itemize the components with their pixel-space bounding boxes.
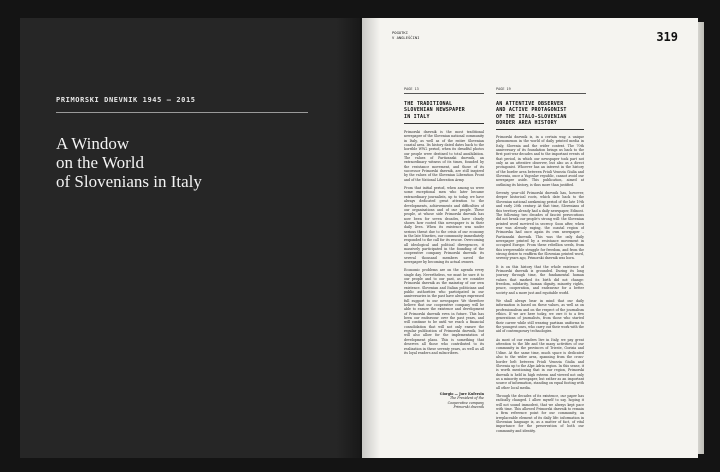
col2-ref-rule (496, 93, 586, 94)
title-line: A Window (56, 134, 130, 153)
col2-paragraph: Through the decades of its existence, our paper has radically changed. I allow myself to say, hoping it will not sound immodest, that we always kept pace with time. This allowed Primorski dnevnik to remain a firm reference point for our community, an irreplaceable element of its daily life: information in Slovenian language is, as a matter of fact, of vital importance for the preservation of both our community and identity. (496, 393, 584, 433)
spine-shadow (336, 18, 360, 458)
col2-heading-rule (496, 129, 584, 130)
col1-page-ref: PAGE 13 (404, 87, 419, 91)
title-line: on the World (56, 153, 145, 172)
col1-body (404, 130, 484, 388)
signature-block (434, 392, 484, 409)
right-page (362, 18, 698, 458)
col1-paragraph: From that initial period, when among us were some exceptional men who later became extraordinary journalists, up to today, we have always dedicated great attention to the developments, achievements and difficulties of our organisations and of our people. These people, at whose side Primorski dnevnik has now been for seven decades, have clearly shown how rooted this newspaper is in their daily lives. When its existence was under serious threat due to the crisis of our economy in the late Nineties, our community immediately responded to the call for its rescue. Overcoming all ideological and political divergences, it massively participated in the founding of the cooperative company Primorski dnevnik: its several thousand members saved the newspaper by becoming its actual owners. (404, 186, 484, 264)
series-label: PRIMORSKI DNEVNIK 1945 – 2015 (56, 96, 196, 104)
col2-heading-line: AN ATTENTIVE OBSERVER (496, 101, 564, 107)
col1-paragraph: Primorski dnevnik is the most traditional newspaper of the Slovenian national community in Italy, as well as of the entire Slovenian coastal area. Its history dated dates back to the horrible WW2 period, when its dreadful photos our people were destined to total annihilation. The values of Partizanski dnevnik, an extraordinary witness of its times, founded by the resistance movement, and those of its successor Primorski dnevnik, are still inspired by the values of the Slovenian Liberation Front and of the National Liberation Army. (404, 130, 484, 182)
signature-role: The President of the Cooperative company (447, 396, 484, 405)
page-number: 319 (656, 30, 678, 44)
col2-heading-line: BORDER AREA HISTORY (496, 120, 557, 127)
col2-heading (496, 101, 596, 127)
col1-heading-line: THE TRADITIONAL (404, 101, 453, 107)
col1-heading (404, 101, 484, 120)
running-header-line: V ANGLEŠČINI (392, 35, 420, 40)
col1-heading-line: IN ITALY (404, 113, 430, 120)
col1-heading-line: SLOVENIAN NEWSPAPER (404, 107, 465, 114)
title-line: of Slovenians in Italy (56, 172, 202, 191)
col2-heading-line: OF THE ITALO-SLOVENIAN (496, 113, 567, 120)
col1-paragraph: Economic problems are on the agenda every single day. Nevertheless, we must be sure it to our people and to our past, as we consider Primorski dnevnik as the mainstay of our own existence. Slovenian and Italian politicians and public authorities who participated in our anniversaries in the past have always expressed full support to our newspaper. We therefore believe that our cooperative company will be able to ensure the existence and development of Primorski dnevnik even in future. This has been our endeavour over the past years, and will continue to be until we reach a financial consolidation that will not only ensure the regular publication of Primorski dnevnik, but will also allow for the implementation of development plans. This is something that deserves all those who contributed to its realization in these seventy years, as well as all its loyal readers and subscribers. (404, 268, 484, 355)
signature-role: Primorski dnevnik (453, 404, 484, 409)
col2-body (496, 135, 584, 447)
col2-paragraph: Seventy year-old Primorski dnevnik has, however, deeper historical roots, which date back to the Slovenian national awakening period of the late 19th and early 20th century. At that time, Slovenians of this territory already had a daily newspaper, Edinost. The following two decades of fascist persecutions did not break our people's strong will: the Slovenian printed word survived in secrecy. Soon after, when war was already raging, the coastal region of Primorska had once again its own newspaper – Partizanski dnevnik. This was the only daily newspaper printed by a resistance movement in occupied Europe. From these rebellion seeds, from this irrepressible struggle for freedom, and from the strong desire to reaffirm the Slovenian printed word, seventy years ago, Primorski dnevnik was born. (496, 191, 584, 261)
col1-ref-rule (404, 93, 484, 94)
col2-paragraph: It is on this history that the whole existence of Primorski dnevnik is grounded. During its long journey through time, the fundamental human values that marked its birth did not change: freedom, solidarity, human dignity, minority rights, peace, cooperation, and endeavour for a better society and a more just and equitable world. (496, 264, 584, 295)
col2-heading-line: AND ACTIVE PROTAGONIST (496, 107, 567, 114)
page-title (56, 134, 256, 191)
series-divider (56, 112, 308, 113)
col1-heading-rule (404, 123, 484, 124)
left-page (20, 18, 360, 458)
page-stack-edge (698, 22, 704, 454)
col2-paragraph: Primorski dnevnik is, in a certain way, a unique phenomenon in the world of daily printed media in Italy, Slovenia and the wider context. The 70th anniversary of its foundation brings us back to the first post-war decades and to the important events of that period, in which our newspaper took part not only as an attentive observer, but also as a direct protagonist. Whoever has an interest in the history of the border area between Friuli Venezia Giulia and Slovenia, once a Yugoslav republic, cannot avoid our newspaper aside. This publication, aimed at outlining its history, is thus more than justified. (496, 135, 584, 187)
col2-paragraph: We shall always bear in mind that our daily information is based on these values, as well as on professionalism and on the respect of the journalism ethics. If we are here today, we owe it to a few generations of journalists, from those who started their career while still wearing partisan uniforms to the youngest ones, who carry out their work with the aid of contemporary technologies. (496, 299, 584, 334)
spine-shadow-right (362, 18, 380, 458)
running-header-line: POGOTKI (392, 30, 409, 35)
col2-paragraph: As most of our readers live in Italy, we pay great attention to the life and the many activities of our community in the provinces of Trieste, Gorizia and Udine. At the same time, much space is dedicated also to the wider area, spanning from the cross-border belt between Friuli Venezia Giulia and Slovenia up to the Alpe Adria region. In this sense, it is worth mentioning that in our region, Primorski dnevnik is held in high esteem and viewed not only as a minority newspaper, but rather as an important source of information, standing on equal footing with all other local media. (496, 337, 584, 390)
signature-name: Giorgio — Jure Kufersin (439, 392, 484, 396)
running-header (392, 30, 419, 40)
col2-page-ref: PAGE 19 (496, 87, 511, 91)
